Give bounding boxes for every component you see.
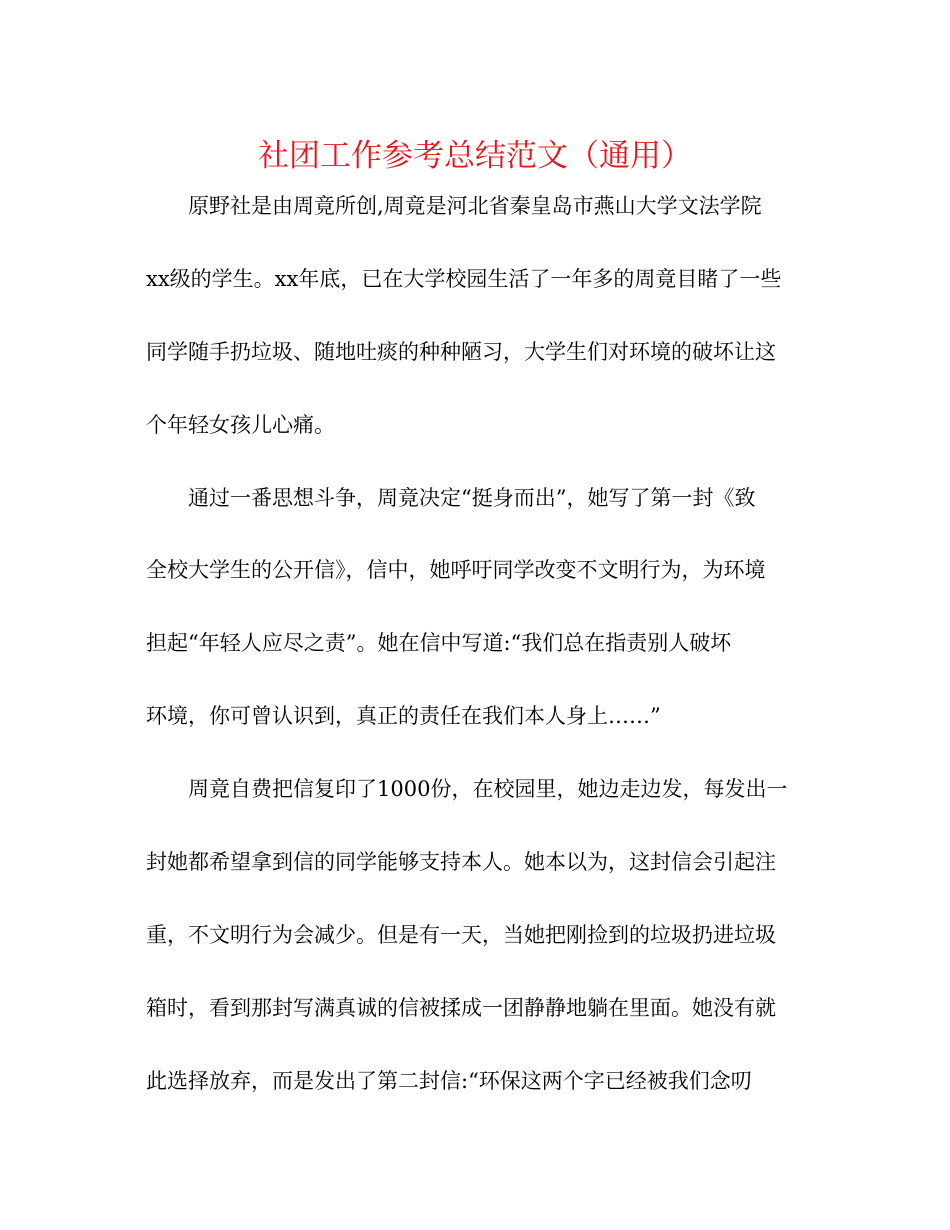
body-line: 同学随手扔垃圾、随地吐痰的种种陋习，大学生们对环境的破坏让这 — [146, 339, 776, 364]
body-line: 环境，你可曾认识到，真正的责任在我们本人身上……” — [146, 704, 661, 729]
body-line: 箱时，看到那封写满真诚的信被揉成一团静静地躺在里面。她没有就 — [146, 995, 776, 1020]
body-line: 原野社是由周竟所创,周竟是河北省秦皇岛市燕山大学文法学院 — [188, 194, 762, 218]
body-line: 通过一番思想斗争，周竟决定“挺身而出”，她写了第一封《致 — [188, 485, 756, 510]
body-line: 重，不文明行为会减少。但是有一天，当她把刚捡到的垃圾扔进垃圾 — [146, 922, 776, 947]
body-line: 个年轻女孩儿心痛。 — [146, 412, 335, 437]
document-title: 社团工作参考总结范文（通用） — [258, 138, 692, 174]
body-line: xx级的学生。xx年底，已在大学校园生活了一年多的周竟目睹了一些 — [146, 266, 782, 291]
body-line: 封她都希望拿到信的同学能够支持本人。她本以为，这封信会引起注 — [146, 850, 776, 875]
body-line: 担起“年轻人应尽之责”。她在信中写道:“我们总在指责别人破坏 — [146, 631, 732, 656]
body-line: 全校大学生的公开信》，信中，她呼吁同学改变不文明行为，为环境 — [146, 558, 766, 583]
body-line: 周竟自费把信复印了1000份，在校园里，她边走边发，每发出一 — [188, 777, 788, 802]
body-line: 此选择放弃，而是发出了第二封信:“环保这两个字已经被我们念叨 — [146, 1068, 752, 1093]
document-body — [146, 186, 808, 1134]
